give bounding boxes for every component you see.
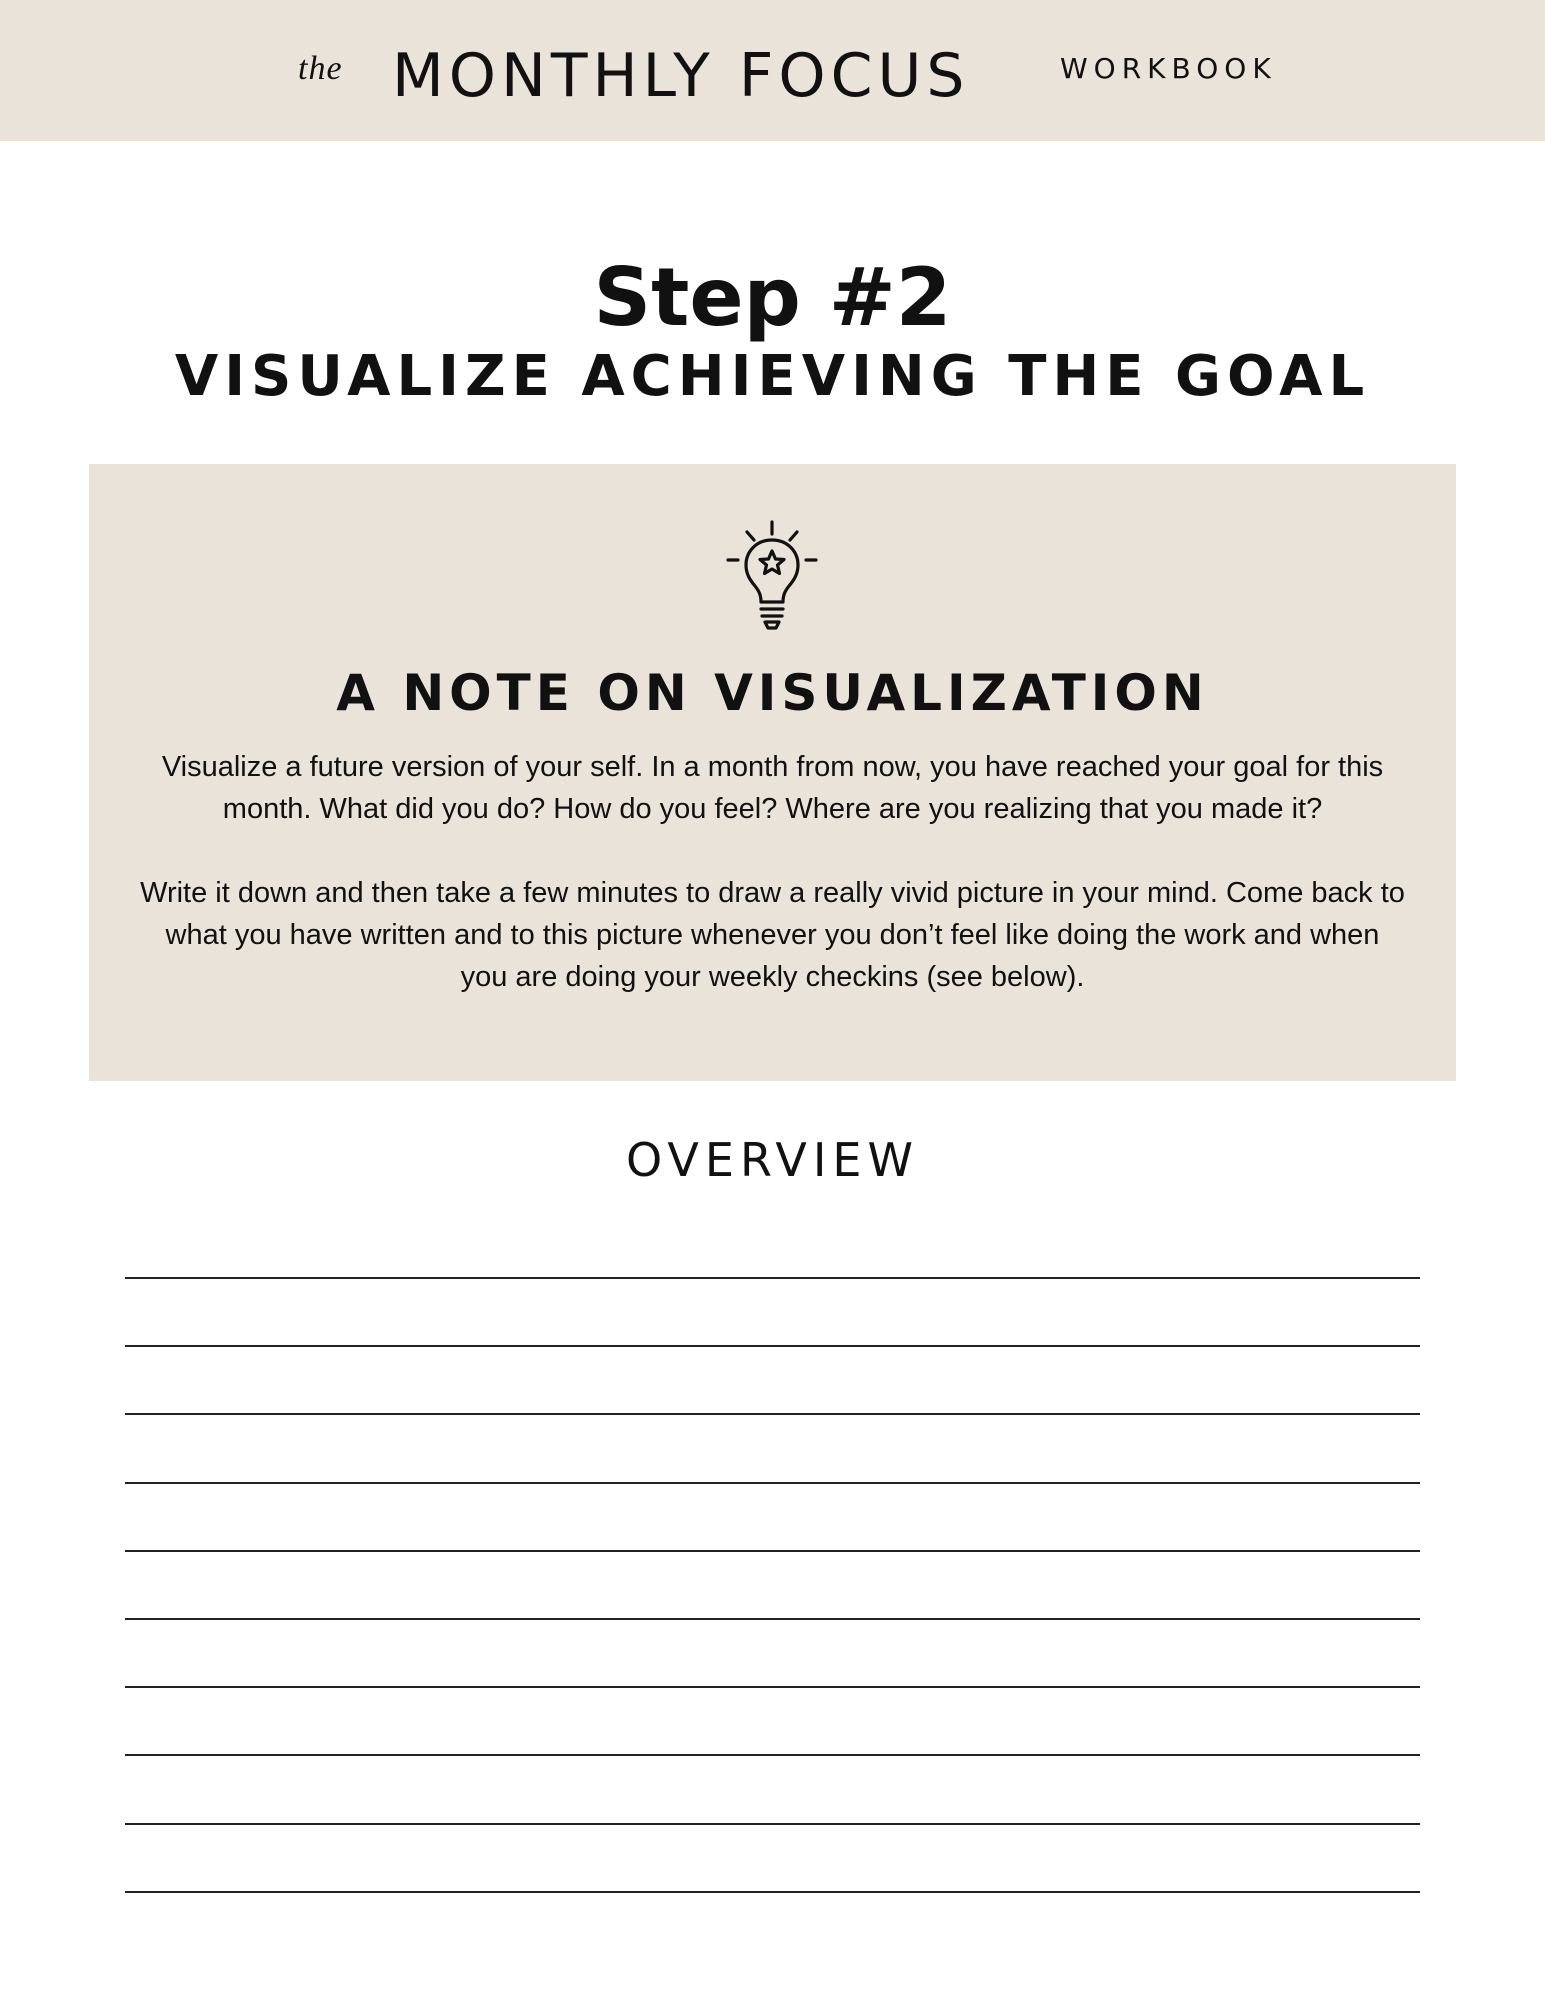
overview-title: OVERVIEW <box>626 1133 919 1187</box>
brand-suffix: WORKBOOK <box>1060 52 1277 85</box>
writing-line <box>125 1345 1420 1347</box>
note-paragraph: Visualize a future version of your self. In a month from now, you have reached your goal for this month. What did you do? How do you feel? Where are you realizing that you made it? <box>161 751 1384 825</box>
writing-line <box>125 1618 1420 1620</box>
writing-line <box>125 1823 1420 1825</box>
writing-line <box>125 1686 1420 1688</box>
brand-header <box>0 0 1545 141</box>
step-title: Step #2 <box>593 251 952 344</box>
writing-line <box>125 1277 1420 1279</box>
writing-line <box>125 1482 1420 1484</box>
note-title: A NOTE ON VISUALIZATION <box>336 664 1209 722</box>
note-body <box>140 746 1405 1040</box>
writing-line <box>125 1891 1420 1893</box>
step-subtitle: VISUALIZE ACHIEVING THE GOAL <box>174 344 1371 409</box>
brand-title: MONTHLY FOCUS <box>392 41 970 111</box>
brand-prefix: the <box>298 50 343 87</box>
writing-line <box>125 1550 1420 1552</box>
note-paragraph: Write it down and then take a few minutes to draw a really vivid picture in your mind. Come back to what you have written and to this picture whenever you don’t feel like doing the work and when you are doing your weekly checkins (see below). <box>140 877 1405 993</box>
writing-line <box>125 1413 1420 1415</box>
lightbulb-star-icon <box>722 516 822 636</box>
writing-line <box>125 1754 1420 1756</box>
